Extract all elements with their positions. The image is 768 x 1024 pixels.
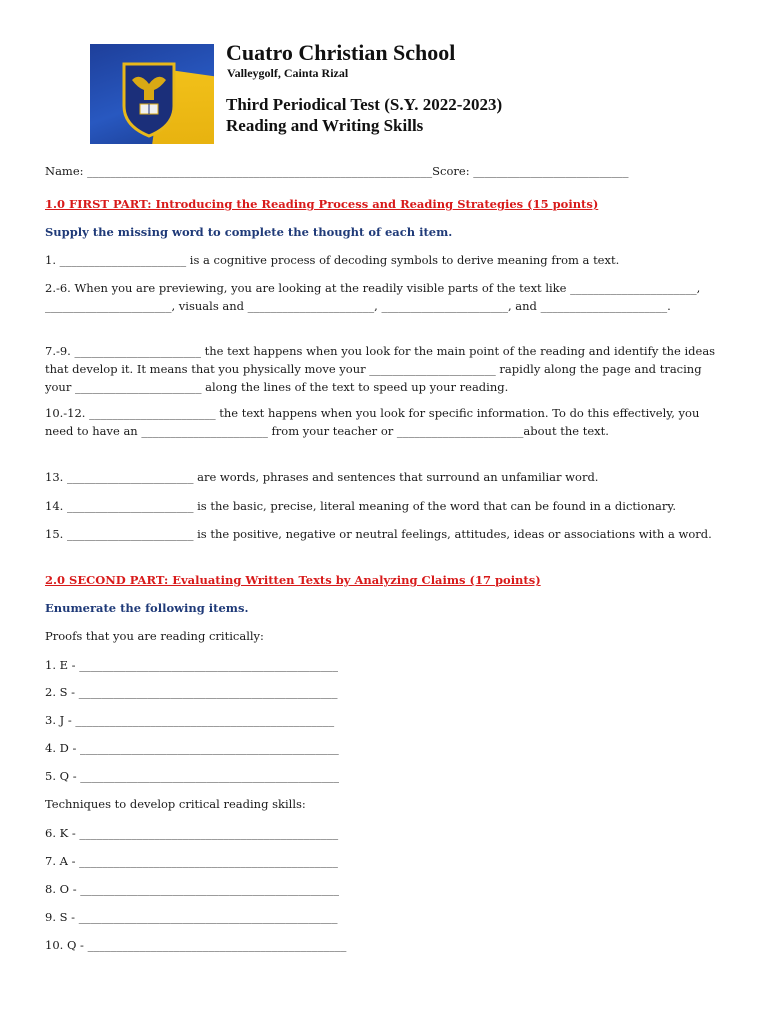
question-item[interactable]: 15. ______________________ is the positive, negative or neutral feelings, attitudes, ideas or associations with a word. <box>45 527 712 541</box>
question-item[interactable]: 1. ______________________ is a cognitive process of decoding symbols to derive meaning from a text. <box>45 253 620 267</box>
question-item[interactable]: 2.-6. When you are previewing, you are looking at the readily visible parts of the text like ______________________, ______________________, visuals and ______________________, ______________________, and ______________________. <box>45 281 701 313</box>
enumeration-item[interactable]: 7. A - _____________________________________________ <box>45 854 338 868</box>
school-name: Cuatro Christian School <box>226 40 456 65</box>
group2-label: Techniques to develop critical reading skills: <box>45 797 306 811</box>
group1-label: Proofs that you are reading critically: <box>45 629 264 643</box>
question-item[interactable]: 13. ______________________ are words, phrases and sentences that surround an unfamiliar word. <box>45 470 599 484</box>
eagle-shield-icon <box>90 44 214 144</box>
enumeration-item[interactable]: 10. Q - _____________________________________________ <box>45 938 347 952</box>
question-item[interactable]: 14. ______________________ is the basic, precise, literal meaning of the word that can be found in a dictionary. <box>45 499 677 513</box>
school-address: Valleygolf, Cainta Rizal <box>227 66 349 80</box>
school-logo <box>90 44 214 144</box>
question-item[interactable]: 10.-12. ______________________ the text happens when you look for specific information. To do this effectively, you need to have an ______________________ from your teacher or ______________________about the text. <box>45 406 700 438</box>
enumeration-item[interactable]: 1. E - _____________________________________________ <box>45 658 338 672</box>
enumeration-item[interactable]: 6. K - _____________________________________________ <box>45 826 339 840</box>
test-title-block <box>226 94 502 136</box>
part1-heading: 1.0 FIRST PART: Introducing the Reading Process and Reading Strategies (15 points) <box>45 197 599 211</box>
enumeration-item[interactable]: 3. J - _____________________________________________ <box>45 713 335 727</box>
enumeration-item[interactable]: 2. S - _____________________________________________ <box>45 685 338 699</box>
name-score-line[interactable]: Name: ____________________________________________________________Score: ___________________________ <box>45 164 629 178</box>
enumeration-item[interactable]: 8. O - _____________________________________________ <box>45 882 340 896</box>
part2-instruction: Enumerate the following items. <box>45 601 249 615</box>
test-title: Third Periodical Test (S.Y. 2022-2023) <box>226 95 503 114</box>
part1-instruction: Supply the missing word to complete the thought of each item. <box>45 225 453 239</box>
enumeration-item[interactable]: 9. S - _____________________________________________ <box>45 910 338 924</box>
enumeration-item[interactable]: 5. Q - _____________________________________________ <box>45 769 340 783</box>
question-item[interactable]: 7.-9. ______________________ the text happens when you look for the main point of the reading and identify the ideas that develop it. It means that you physically move your ______________________ rapidly along the page and tracing your ______________________ along the lines of the text to speed up your reading. <box>45 344 716 394</box>
part2-heading: 2.0 SECOND PART: Evaluating Written Texts by Analyzing Claims (17 points) <box>45 573 541 587</box>
enumeration-item[interactable]: 4. D - _____________________________________________ <box>45 741 339 755</box>
subject-title: Reading and Writing Skills <box>226 116 424 135</box>
